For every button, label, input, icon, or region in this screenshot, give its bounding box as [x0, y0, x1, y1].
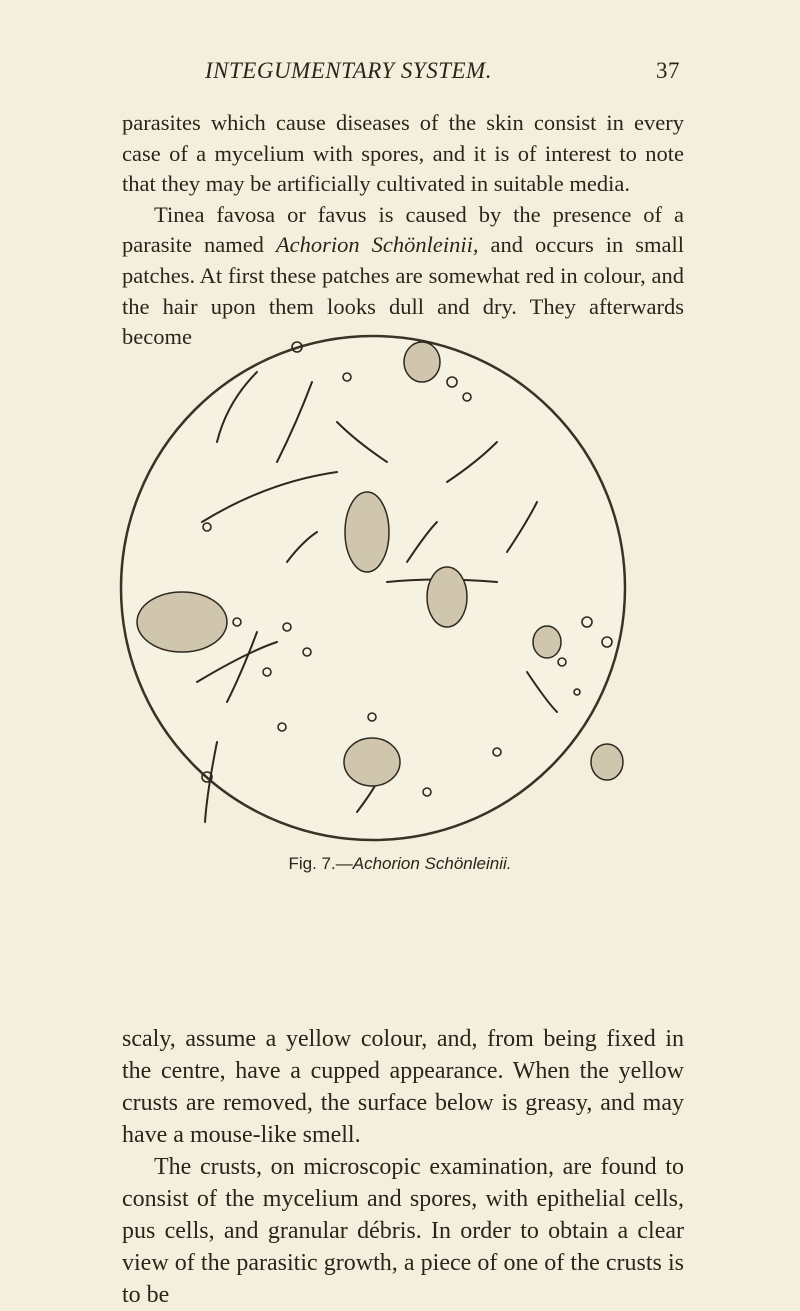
paragraph-tinea-text-b: and occurs in small patches. At first these patches are somewhat red in colour, and the hair upon them looks dull and dry. They afterwards become	[122, 232, 684, 350]
chapter-title: INTEGUMENTARY SYSTEM.	[205, 58, 492, 83]
figure-caption	[0, 854, 800, 874]
paragraph-crusts: The crusts, on microscopic examination, are found to consist of the mycelium and spores, with epithelial cells, pus cells, and granular débris. In order to obtain a clear view of the parasitic growth, a piece of one of the crusts is to be	[122, 1154, 684, 1308]
paragraph-scaly: scaly, assume a yellow colour, and, from being fixed in the centre, have a cupped appearance. When the yellow crusts are removed, the surface below is greasy, and may have a mouse-like smell.	[122, 1026, 684, 1148]
microscope-illustration	[107, 322, 639, 852]
figure-label: Fig. 7.—	[288, 854, 353, 873]
figure-title: Achorion Schönleinii.	[352, 854, 512, 873]
text-block-top	[122, 108, 684, 353]
paragraph-tinea-text-a: Tinea favosa or favus is caused by the presence of a parasite named	[122, 201, 684, 258]
species-name: Achorion Schönleinii,	[275, 232, 479, 258]
paragraph-parasites: parasites which cause diseases of the skin consist in every case of a mycelium with spores, and it is of interest to note that they may be artificially cultivated in suitable media.	[122, 110, 684, 197]
page-number: 37	[656, 58, 680, 83]
